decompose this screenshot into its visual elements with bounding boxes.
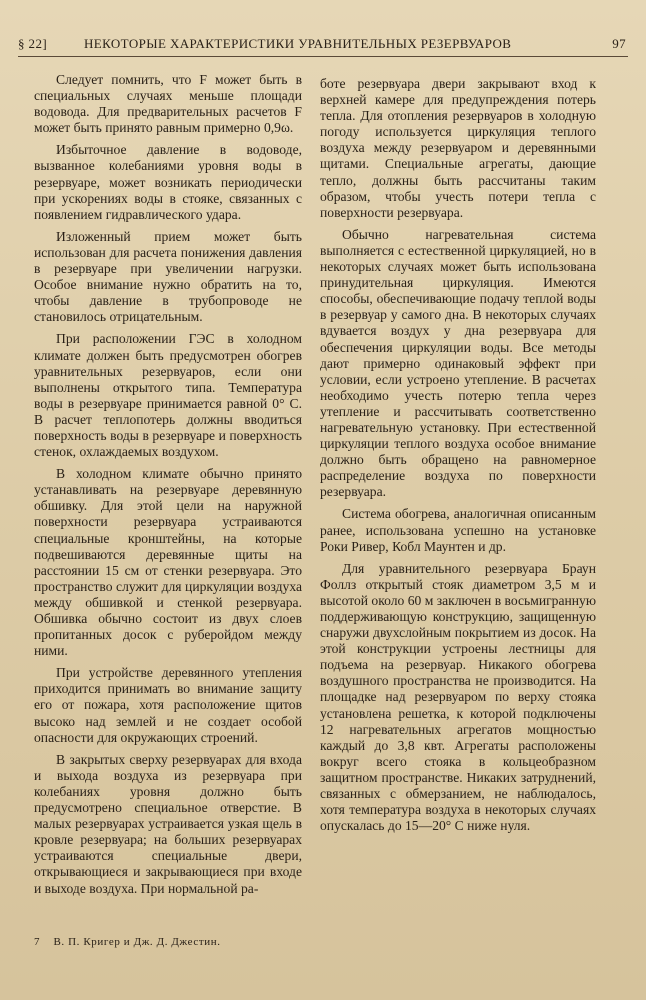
paragraph: Избыточное давление в водоводе, вызванное колебаниями уровня воды в резервуаре, может возникать периодически при ускорениях воды в стояке, связанных с появлением гидравлического удара.	[34, 142, 302, 222]
right-column	[320, 76, 596, 840]
paragraph: Для уравнительного резервуара Браун Фоллз открытый стояк диаметром 3,5 м и высотой около 60 м заключен в восьмигранную поддерживающую конструкцию, защищенную снаружи двухслойным покрытием из досок. На этой конструкции устроены лестницы для подъема на резервуар. Никакого обогрева воздушного пространства не производится. На площадке над резервуаром по верху стояка установлена решетка, к которой подключены 12 нагревательных агрегатов мощностью каждый до 3,8 квт. Агрегаты расположены вокруг всего стояка в кольцеобразном защитном пространстве. Никаких затруднений, связанных с обмерзанием, не наблюдалось, хотя температура воздуха в некоторых случаях опускалась до 15—20° С ниже нуля.	[320, 560, 597, 834]
paragraph: Обычно нагревательная система выполняется с естественной циркуляцией, но в некоторых случаях может быть использована принудительная циркуляция. Имеются способы, обеспечивающие подачу теплой воды в резервуар у самого дна. В некоторых случаях вдувается воздух у дна резервуара для обеспечения циркуляции воды. Все методы дают примерно одинаковый эффект при условии, если устроено утепление. В расчетах необходимо учесть потерю тепла через утепление и рассчитывать соответственно нагревательную установку. При естественной циркуляции теплого воздуха особое внимание должно быть обращено на равномерное распределение воздуха по поверхности резервуара.	[320, 226, 596, 500]
paragraph: Следует помнить, что F может быть в специальных случаях меньше площади водовода. Для предварительных расчетов F может быть принято равным примерно 0,9ω.	[34, 72, 302, 136]
paragraph: Система обогрева, аналогичная описанным ранее, использована успешно на установке Роки Ривер, Кобл Маунтен и др.	[320, 506, 596, 554]
paragraph: В закрытых сверху резервуарах для входа и выхода воздуха из резервуара при колебаниях уровня должно быть предусмотрено специальное отверстие. В малых резервуарах устраивается узкая щель в кровле резервуара; на больших резервуарах устраиваются специальные двери, открывающиеся и закрывающиеся при входе и выходе воздуха. При нормальной ра-	[34, 751, 302, 896]
authors-line: В. П. Кригер и Дж. Д. Джестин.	[53, 936, 221, 948]
running-head	[18, 34, 628, 57]
paragraph: При расположении ГЭС в холодном климате должен быть предусмотрен обогрев уравнительных резервуаров, если они выполнены открытого типа. Температура воды в резервуаре принимается равной 0° С. В расчет теплопотерь должны вводиться поверхность воды в резервуаре и поверхность стенок, охлаждаемых воздухом.	[34, 331, 302, 460]
paragraph: В холодном климате обычно принято устанавливать на резервуаре деревянную обшивку. Для этой цели на наружной поверхности резервуара устраиваются специальные кронштейны, на которые подвешиваются деревянные щиты на расстоянии 15 см от стенки резервуара. Это пространство служит для циркуляции воздуха между обшивкой и стенкой резервуара. Обшивка обычно состоит из двух слоев пропитанных досок с руберойдом между ними.	[34, 466, 302, 659]
paragraph: боте резервуара двери закрывают вход к верхней камере для предупреждения потерь тепла. Для отопления резервуаров в холодную погоду используется циркуляция теплого воздуха между резервуаром и деревянными щитами. Специальные агрегаты, дающие тепло, должны быть рассчитаны таким образом, чтобы учесть потери тепла с поверхности резервуара.	[320, 76, 596, 220]
section-ref: § 22]	[18, 36, 48, 51]
paragraph: При устройстве деревянного утепления приходится принимать во внимание защиту его от пожара, хотя расположение щитов высоко над землей и не создает особой опасности для окружающих строений.	[34, 665, 302, 745]
footer-signature	[34, 936, 221, 948]
paragraph: Изложенный прием может быть использован для расчета понижения давления в резервуаре при увеличении нагрузки. Особое внимание нужно обратить на то, чтобы давление в трубопроводе не становилось отрицательным.	[34, 228, 302, 325]
page-number: 97	[612, 36, 626, 51]
signature-number: 7	[34, 936, 41, 948]
left-column	[34, 72, 302, 903]
running-title: НЕКОТОРЫЕ ХАРАКТЕРИСТИКИ УРАВНИТЕЛЬНЫХ РЕЗЕРВУАРОВ	[84, 36, 512, 51]
